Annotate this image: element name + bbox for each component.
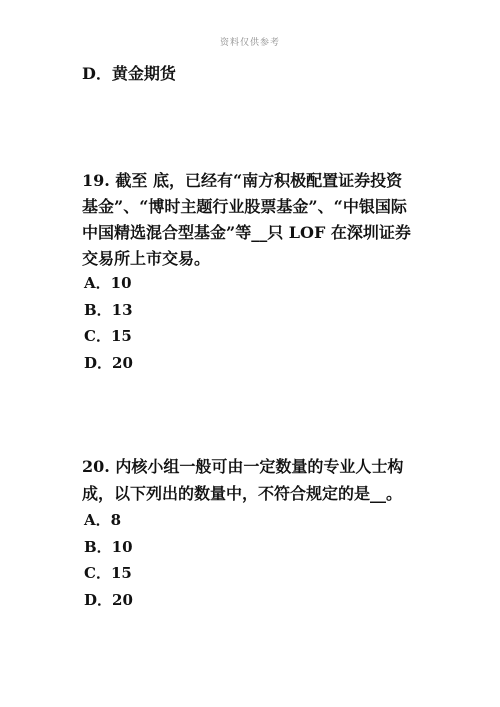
q20-stem-line-2: 成，以下列出的数量中，不符合规定的是__。 bbox=[82, 484, 403, 503]
q20-stem-line-1: 20. 内核小组一般可由一定数量的专业人士构 bbox=[82, 457, 404, 476]
q20-option-b: B．10 bbox=[84, 538, 133, 556]
q20-option-d: D．20 bbox=[84, 591, 133, 609]
page-header: 资料仅供参考 bbox=[219, 38, 280, 48]
q19-option-a: A．10 bbox=[84, 274, 132, 292]
q18-option-d: D．黄金期货 bbox=[82, 64, 176, 83]
q19-option-c: C．15 bbox=[84, 327, 132, 345]
q19-stem-line-1: 19. 截至 底，已经有“南方积极配置证券投资 bbox=[82, 171, 403, 190]
q19-stem-line-3: 中国精选混合型基金”等__只 LOF 在深圳证券 bbox=[82, 223, 411, 242]
q20-option-a: A．8 bbox=[84, 511, 122, 529]
q19-option-b: B．13 bbox=[84, 301, 133, 319]
q19-option-d: D．20 bbox=[84, 354, 133, 372]
q20-option-c: C．15 bbox=[84, 564, 132, 582]
q19-stem-line-2: 基金”、“博时主题行业股票基金”、“中银国际 bbox=[82, 197, 407, 216]
q19-stem-line-4: 交易所上市交易。 bbox=[82, 249, 211, 268]
